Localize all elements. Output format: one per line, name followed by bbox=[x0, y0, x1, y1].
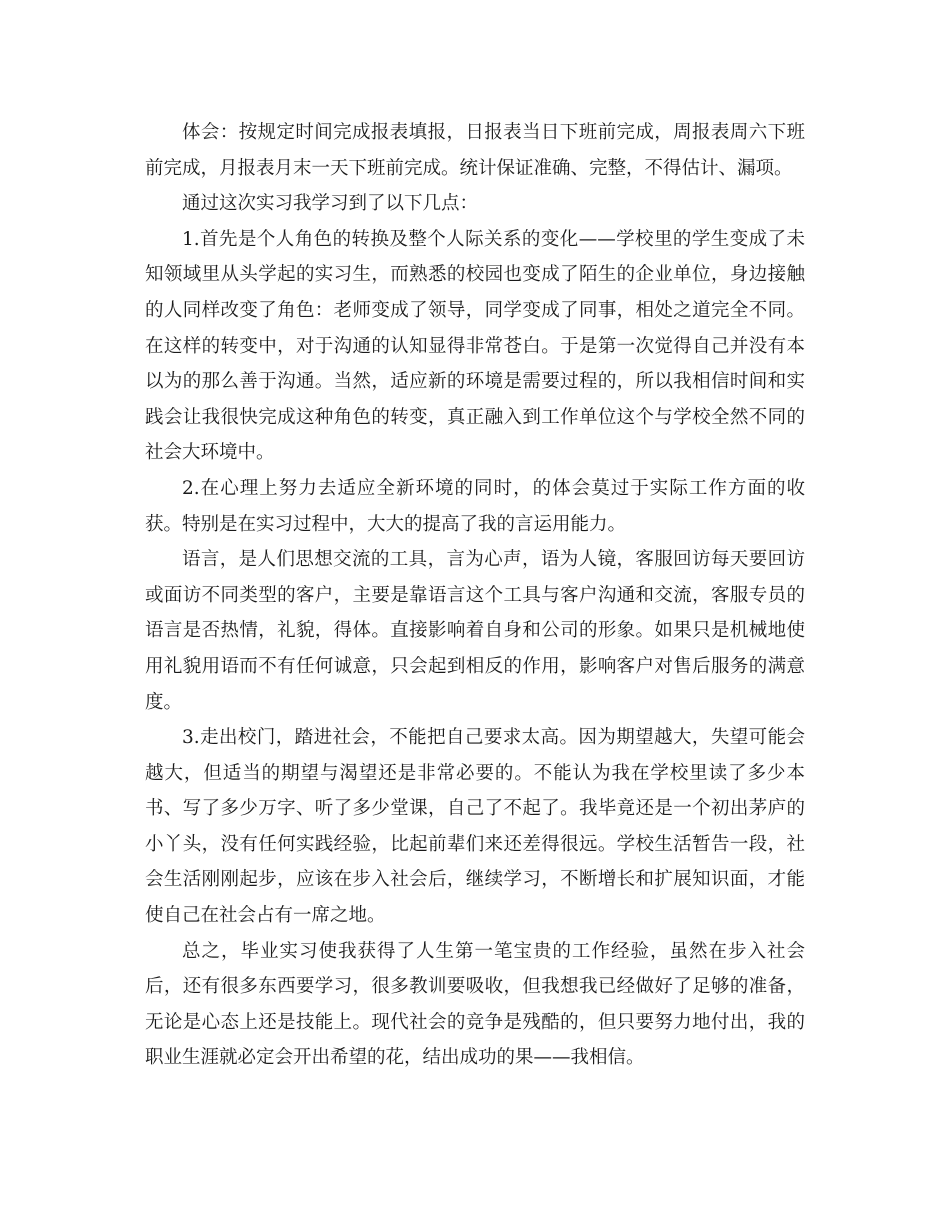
document-body bbox=[145, 115, 805, 1076]
paragraph-point-2: 2.在心理上努力去适应全新环境的同时，的体会莫过于实际工作方面的收获。特别是在实习过程中，大大的提高了我的言运用能力。 bbox=[145, 477, 805, 535]
paragraph-conclusion: 总之，毕业实习使我获得了人生第一笔宝贵的工作经验，虽然在步入社会后，还有很多东西要学习，很多教训要吸收，但我想我已经做好了足够的准备，无论是心态上还是技能上。现代社会的竞争是残酷的，但只要努力地付出，我的职业生涯就必定会开出希望的花，结出成功的果——我相信。 bbox=[145, 940, 805, 1069]
paragraph-point-3: 3.走出校门，踏进社会，不能把自己要求太高。因为期望越大，失望可能会越大，但适当的期望与渴望还是非常必要的。不能认为我在学校里读了多少本书、写了多少万字、听了多少堂课，自己了不起了。我毕竟还是一个初出茅庐的小丫头，没有任何实践经验，比起前辈们来还差得很远。学校生活暂告一段，社会生活刚刚起步，应该在步入社会后，继续学习，不断增长和扩展知识面，才能使自己在社会占有一席之地。 bbox=[145, 727, 805, 927]
paragraph-intro: 通过这次实习我学习到了以下几点： bbox=[182, 193, 479, 215]
paragraph-point-1: 1.首先是个人角色的转换及整个人际关系的变化——学校里的学生变成了未知领域里从头学起的实习生，而熟悉的校园也变成了陌生的企业单位，身边接触的人同样改变了角色：老师变成了领导，同学变成了同事，相处之道完全不同。在这样的转变中，对于沟通的认知显得非常苍白。于是第一次觉得自己并没有本以为的那么善于沟通。当然，适应新的环境是需要过程的，所以我相信时间和实践会让我很快完成这种角色的转变，真正融入到工作单位这个与学校全然不同的社会大环境中。 bbox=[145, 228, 805, 464]
paragraph-reflection: 体会：按规定时间完成报表填报，日报表当日下班前完成，周报表周六下班前完成，月报表月末一天下班前完成。统计保证准确、完整，不得估计、漏项。 bbox=[145, 122, 805, 179]
paragraph-language: 语言，是人们思想交流的工具，言为心声，语为人镜，客服回访每天要回访或面访不同类型的客户，主要是靠语言这个工具与客户沟通和交流，客服专员的语言是否热情，礼貌，得体。直接影响着自身和公司的形象。如果只是机械地使用礼貌用语而不有任何诚意，只会起到相反的作用，影响客户对售后服务的满意度。 bbox=[145, 549, 805, 713]
